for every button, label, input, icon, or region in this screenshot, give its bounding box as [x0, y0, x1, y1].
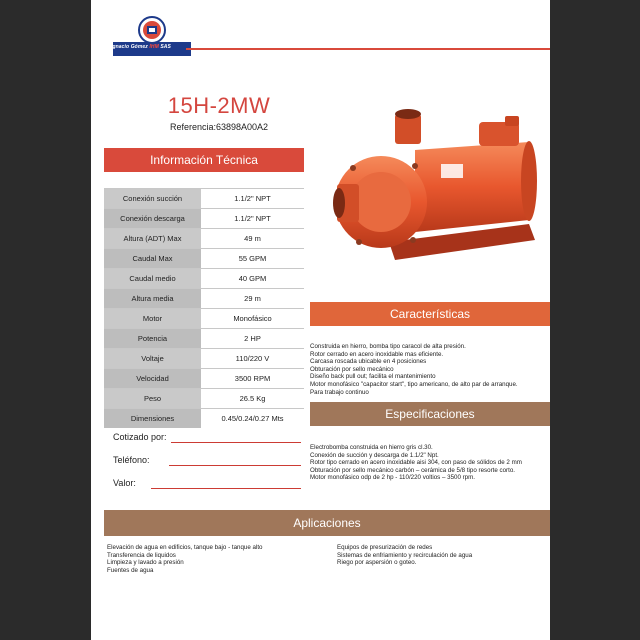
product-model: 15H-2MW [167, 93, 271, 118]
table-row: Dimensiones 0.45/0.24/0.27 Mts [104, 409, 304, 429]
list-item: Obturación por sello mecánico [310, 365, 394, 373]
list-item: Fuentes de agua [107, 566, 154, 574]
list-item: Construida en hierro, bomba tipo caracol de alta presión. [310, 343, 466, 350]
company-logo [113, 16, 191, 58]
list-item: Para trabajo continuo [310, 388, 369, 396]
list-item: Obturación por sello mecánico carbón – cerámica de 5/8 tipo resorte corto. [310, 466, 515, 474]
aplicaciones-right [337, 544, 472, 567]
phone-field[interactable] [169, 465, 301, 466]
header-rule [186, 48, 550, 50]
list-item: Transferencia de liquidos [107, 551, 176, 559]
list-item: Riego por aspersión o goteo. [337, 559, 417, 567]
especificaciones-list [310, 444, 522, 482]
product-reference: Referencia:63898A00A2 [169, 122, 269, 132]
table-row: Velocidad 3500 RPM [104, 369, 304, 389]
table-row: Altura (ADT) Max 49 m [104, 229, 304, 249]
aplicaciones-left [107, 544, 263, 574]
list-item: Carcasa roscada ubicable en 4 posiciones [310, 358, 427, 366]
value-label: Valor: [113, 478, 136, 488]
value-field[interactable] [151, 488, 301, 489]
table-row: Caudal medio 40 GPM [104, 269, 304, 289]
list-item: Sistemas de enfriamiento y recirculación de agua [337, 551, 473, 559]
list-item: Diseño back pull out; facilita el mantenimiento [310, 373, 436, 381]
list-item: Electrobomba construida en hierro gris cl.30. [310, 444, 433, 451]
table-row: Voltaje 110/220 V [104, 349, 304, 369]
list-item: Rotor cerrado en acero inoxidable mas eficiente. [310, 350, 444, 358]
list-item: Motor monofásico odp de 2 hp - 110/220 voltios – 3500 rpm. [310, 474, 475, 482]
aplicaciones-heading: Aplicaciones [104, 510, 550, 536]
caracteristicas-heading: Características [310, 302, 550, 326]
logo-caption: Ignacio Gómez IHM SAS [111, 44, 171, 50]
table-row: Potencia 2 HP [104, 329, 304, 349]
info-heading: Información Técnica [104, 148, 304, 172]
list-item: Motor monofásico "capacitor start", tipo americano, de alto par de arranque. [310, 380, 518, 388]
datasheet-page [91, 0, 550, 640]
table-row: Caudal Max 55 GPM [104, 249, 304, 269]
list-item: Limpieza y lavado a presión [107, 559, 184, 567]
quoted-by-field[interactable] [171, 442, 301, 443]
table-row: Conexión succión 1.1/2" NPT [104, 189, 304, 209]
table-row: Conexión descarga 1.1/2" NPT [104, 209, 304, 229]
pump-image [329, 92, 541, 292]
quoted-by-label: Cotizado por: [113, 432, 167, 442]
phone-label: Teléfono: [113, 455, 150, 465]
caracteristicas-list [310, 343, 518, 396]
specs-table [104, 188, 304, 428]
especificaciones-heading: Especificaciones [310, 402, 550, 426]
table-row: Altura media 29 m [104, 289, 304, 309]
list-item: Equipos de presurización de redes [337, 544, 433, 551]
list-item: Conexión de succión y descarga de 1.1/2" Npt. [310, 451, 439, 459]
list-item: Rotor tipo cerrado en acero inoxidable aisi 304, con paso de sólidos de 2 mm [310, 459, 522, 467]
list-item: Elevación de agua en edificios, tanque bajo - tanque alto [107, 544, 263, 551]
table-row: Peso 26.5 Kg [104, 389, 304, 409]
table-row: Motor Monofásico [104, 309, 304, 329]
